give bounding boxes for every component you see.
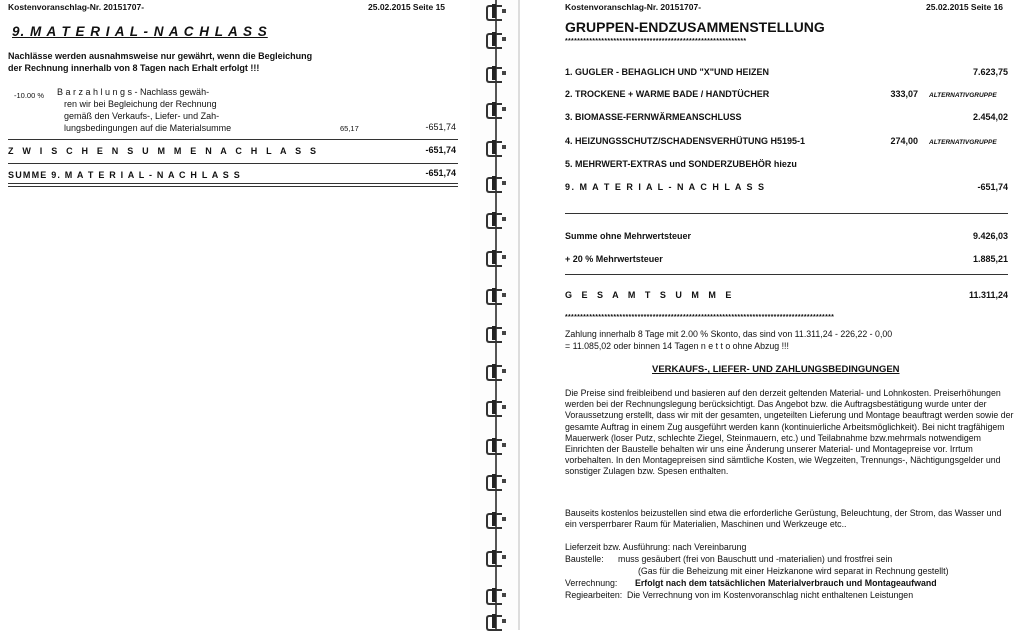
binding-ring [482,512,508,526]
group-label: 3. BIOMASSE-FERNWÄRMEANSCHLUSS [565,112,742,122]
binding-ring [482,288,508,302]
item-line-4: lungsbedingungen auf die Materialsumme [64,123,232,133]
labor-key: Regiearbeiten: [565,590,623,600]
group-alt-label: ALTERNATIVGRUPPE [929,92,997,99]
left-header-doc-number: Kostenvoranschlag-Nr. 20151707- [8,2,145,12]
net-sum-amount: 9.426,03 [972,231,1008,241]
left-page [0,0,470,630]
intro-line-1: Nachlässe werden ausnahmsweise nur gewährt, wenn die Begleichung [8,51,313,61]
binding-ring [482,326,508,340]
item-line-3: gemäß den Verkaufs-, Liefer- und Zah- [64,111,220,121]
group-label: 1. GUGLER - BEHAGLICH UND "X"UND HEIZEN [565,67,770,77]
binding-ring [482,212,508,226]
binding-ring [482,4,508,18]
vat-label: + 20 % Mehrwertsteuer [565,254,663,264]
total-amount: 11.311,24 [968,290,1008,300]
right-page [520,0,1024,630]
divider [8,139,458,140]
labor-value: Die Verrechnung von im Kostenvoranschlag nicht enthaltenen Leistungen [627,590,914,600]
group-amount: 2.454,02 [972,112,1008,122]
intro-line-2: der Rechnung innerhalb von 8 Tagen nach Erhalt erfolgt !!! [8,63,260,73]
divider [565,274,1008,275]
item-line-1: B a r z a h l u n g s - Nachlass gewäh- [57,87,210,97]
sum-amount: -651,74 [425,168,456,178]
vat-amount: 1.885,21 [972,254,1008,264]
group-label: 9. M A T E R I A L - N A C H L A S S [565,182,766,192]
group-alt-label: ALTERNATIVGRUPPE [929,139,997,146]
binding-ring [482,438,508,452]
spiral-binding [470,0,520,630]
right-header-doc-number: Kostenvoranschlag-Nr. 20151707- [565,2,702,12]
billing-value: Erfolgt nach dem tatsächlichen Materialverbrauch und Montageaufwand [635,578,937,588]
sum-label: SUMME 9. M A T E R I A L - N A C H L A S S [8,170,241,180]
double-underline [8,183,458,187]
group-alt-value: 333,07 [890,89,918,99]
site-value-1: muss gesäubert (frei von Bauschutt und -materialien) und frostfrei sein [618,554,893,564]
terms-paragraph-prices: Die Preise sind freibleibend und basieren auf den derzeit geltenden Material- und Lohnkosten. Preiserhöhungen werden bei der Rechnungslegung berücksichtigt. Das Angebot bzw. die Auftragsbestätigung wurde unter der Voraussetzung erstellt, dass wir mit der gesamten, ungeteilten Lieferung und Montage beauftragt werden sowie der gesamte Auftrag in einem Zug ausgeführt werden kann (kontinuierliche Arbeitsmöglichkeit). Bei nicht tragfähigem Mauerwerk (loser Putz, schlechte Ziegel, Steinmauern, etc.) und Teilabnahme bzw.mehrmals notwendigem Einrichten der Baustelle behalten wir uns eine Änderung unserer Material- und Montagepreise vor. Irrtum vorbehalten. In den Montagepreisen sind sämtliche Kosten, wie Wegzeiten, Trennungs-, Nächtigungsgelder und sonstiger Zulagen bzw. Spesen enthalten. [565,388,1014,477]
subtotal-label: Z W I S C H E N S U M M E N A C H L A S S [8,146,320,156]
binding-ring [482,614,508,628]
binding-ring [482,102,508,116]
group-label: 4. HEIZUNGSSCHUTZ/SCHADENSVERHÜTUNG H5195-1 [565,136,806,146]
asterisk-rule-short: ************************************************************ [565,38,747,45]
binding-spine-line [495,0,497,630]
terms-paragraph-site-provisions: Bauseits kostenlos beizustellen sind etwa die erforderliche Gerüstung, Beleuchtung, der Strom, das Wasser und ein versperrbarer Raum für Materialien, Maschinen und Werkzeuge etc.. [565,508,1002,530]
site-value-2: (Gas für die Beheizung mit einer Heizkanone wird separat in Rechnung gestellt) [638,566,949,576]
binding-ring [482,140,508,154]
binding-ring [482,250,508,264]
terms-title: VERKAUFS-, LIEFER- UND ZAHLUNGSBEDINGUNGEN [652,364,900,375]
binding-ring [482,176,508,190]
left-header-date-page: 25.02.2015 Seite 15 [368,2,446,12]
delivery-time: Lieferzeit bzw. Ausführung: nach Vereinbarung [565,542,747,552]
binding-ring [482,474,508,488]
item-line-2: ren wir bei Begleichung der Rechnung [64,99,217,109]
billing-key: Verrechnung: [565,578,618,588]
binding-ring [482,588,508,602]
section-title: 9. M A T E R I A L - N A C H L A S S [12,24,268,39]
group-amount: -651,74 [977,182,1008,192]
item-amount: -651,74 [425,122,456,132]
net-sum-label: Summe ohne Mehrwertsteuer [565,231,692,241]
item-percent: -10.00 % [14,91,45,100]
payment-terms-line-2: = 11.085,02 oder binnen 14 Tagen n e t t o ohne Abzug !!! [565,341,789,351]
summary-title: GRUPPEN-ENDZUSAMMENSTELLUNG [565,19,825,35]
binding-ring [482,364,508,378]
payment-terms-line-1: Zahlung innerhalb 8 Tage mit 2.00 % Skonto, das sind von 11.311,24 - 226,22 - 0,00 [565,329,893,339]
binding-ring [482,550,508,564]
asterisk-rule-long: ***************************************************************************************** [565,314,835,321]
site-key: Baustelle: [565,554,604,564]
right-header-date-page: 25.02.2015 Seite 16 [926,2,1004,12]
binding-ring [482,32,508,46]
group-label: 5. MEHRWERT-EXTRAS und SONDERZUBEHÖR hiezu [565,159,797,169]
group-amount: 7.623,75 [972,67,1008,77]
total-label: G E S A M T S U M M E [565,290,735,300]
divider [8,163,458,164]
binding-ring [482,66,508,80]
divider [565,213,1008,214]
item-base: 65,17 [340,124,359,133]
group-alt-value: 274,00 [890,136,918,146]
group-label: 2. TROCKENE + WARME BADE / HANDTÜCHER [565,89,770,99]
binding-ring [482,400,508,414]
subtotal-amount: -651,74 [425,145,456,155]
